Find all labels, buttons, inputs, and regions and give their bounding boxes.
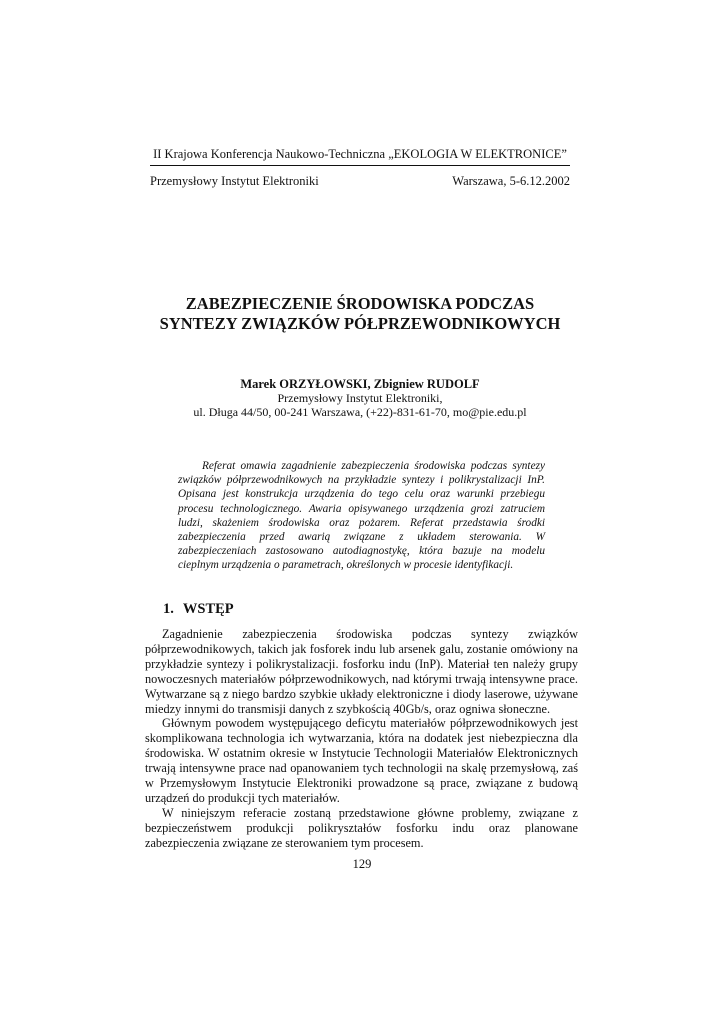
- author-names: Marek ORZYŁOWSKI, Zbigniew RUDOLF: [240, 377, 480, 391]
- header-rule: [150, 165, 570, 166]
- paragraph-3: W niniejszym referacie zostaną przedstawione główne problemy, związane z bezpieczeństwem produkcji polikryształów fosforku indu oraz planowane zabezpieczenia związane ze sterowaniem tym procesem.: [145, 805, 578, 850]
- header-place-date: Warszawa, 5-6.12.2002: [452, 174, 570, 188]
- paper-title-line-1: ZABEZPIECZENIE ŚRODOWISKA PODCZAS: [185, 294, 535, 313]
- paragraph-1: Zagadnienie zabezpieczenia środowiska podczas syntezy związków półprzewodnikowych, takich jak fosforek indu lub arsenek galu, zostanie omówiony na przykładzie syntezy i polikrystalizacji. fosforku indu (InP). Materiał ten należy grupy nowoczesnych materiałów półprzewodnikowych, nad którymi trwają intensywne prace. Wytwarzane są z niego bardzo szybkie układy elektroniczne i diody laserowe, używane miedzy innymi do transmisji danych z szybkością 40Gb/s, oraz ogniwa słoneczne.: [145, 627, 578, 716]
- author-affiliation: Przemysłowy Instytut Elektroniki,: [277, 391, 443, 405]
- abstract: Referat omawia zagadnienie zabezpieczenia środowiska podczas syntezy związków półprzewodnikowych na przykładzie syntezy i polikrystalizacji InP. Opisana jest konstrukcja urządzenia do tego celu oraz warunki przebiegu procesu technologicznego. Awaria opisywanego urządzenia grozi zatruciem ludzi, skażeniem środowiska oraz pożarem. Referat przedstawia środki zabezpieczenia przed awarią związane z układem sterowania. W zabezpieczeniach zastosowano autodiagnostykę, która bazuje na modelu cieplnym urządzenia o parametrach, określonych w procesie identyfikacji.: [178, 460, 545, 572]
- header-institute: Przemysłowy Instytut Elektroniki: [150, 174, 319, 188]
- header-info-row: [150, 174, 570, 189]
- paper-title-line-2: SYNTEZY ZWIĄZKÓW PÓŁPRZEWODNIKOWYCH: [159, 314, 561, 333]
- section-heading: [163, 601, 234, 618]
- paragraph-2: Głównym powodem występującego deficytu materiałów półprzewodnikowych jest skomplikowana technologia ich wytwarzania, która na dodatek jest niebezpieczna dla środowiska. W ostatnim okresie w Instytucie Technologii Materiałów Elektronicznych trwają intensywne prace nad opanowaniem tych technologii na skalę przemysłową, zaś w Przemysłowym Instytucie Elektroniki prowadzone są prace, związane z budową urządzeń do produkcji tych materiałów.: [145, 716, 578, 805]
- page-number: 129: [352, 857, 372, 871]
- author-address: ul. Długa 44/50, 00-241 Warszawa, (+22)-831-61-70, mo@pie.edu.pl: [193, 405, 527, 419]
- conference-header: II Krajowa Konferencja Naukowo-Techniczna „EKOLOGIA W ELEKTRONICE”: [153, 147, 567, 161]
- section-title: WSTĘP: [182, 601, 234, 617]
- section-body: [145, 627, 578, 851]
- section-number: 1.: [163, 601, 174, 617]
- paper-title: [140, 294, 580, 334]
